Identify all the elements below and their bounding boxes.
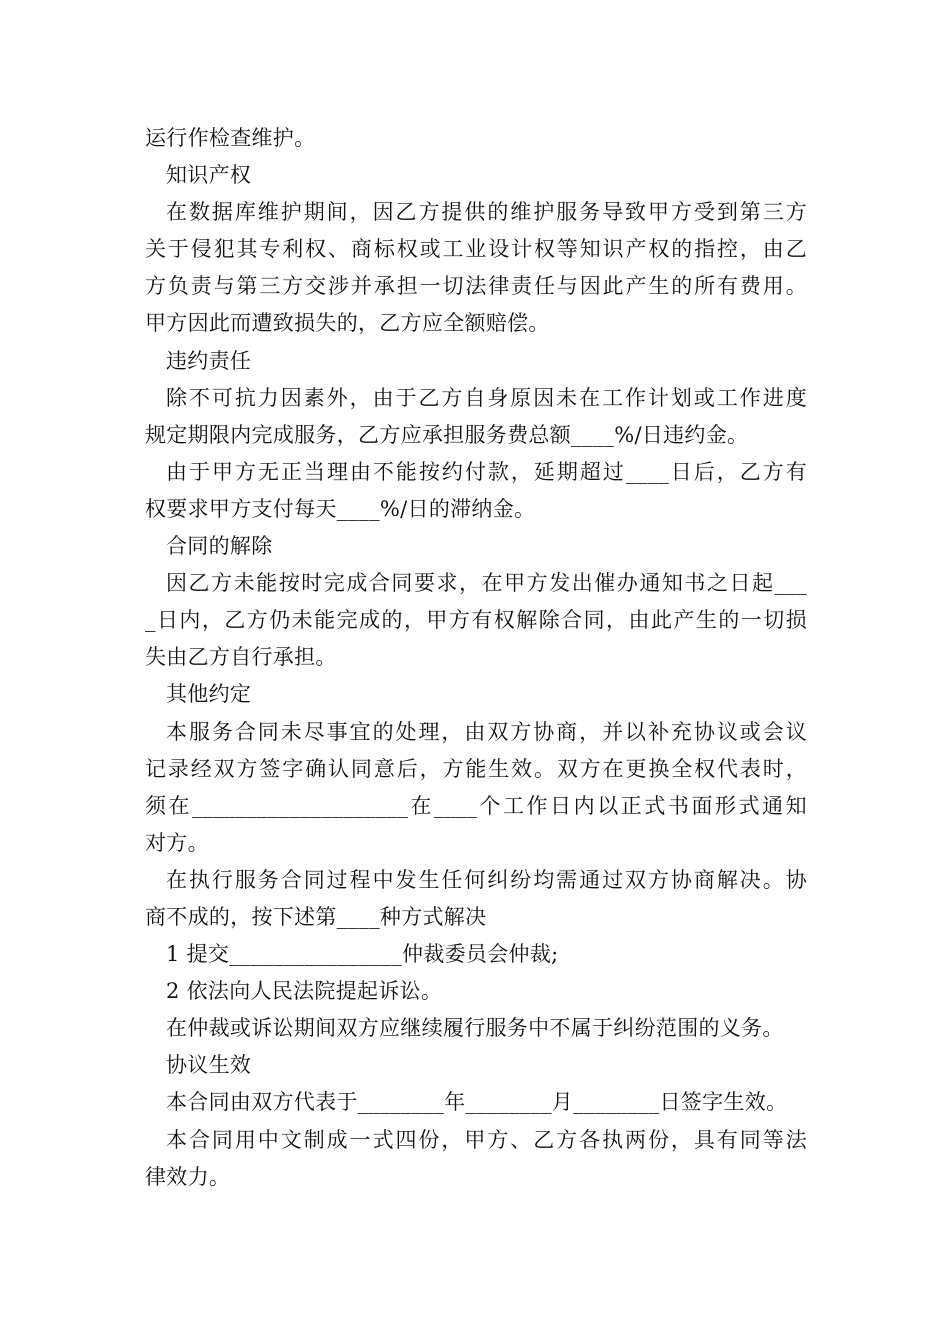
text-line: 运行作检查维护。 [145, 126, 316, 150]
text-line: 须在____________________在____个工作日内以正式书面形式通知 [145, 793, 807, 818]
text-line: 商不成的，按下述第____种方式解决 [145, 904, 487, 929]
text-line: 其他约定 [166, 682, 252, 707]
text-line: 记录经双方签字确认同意后，方能生效。双方在更换全权代表时， [145, 756, 807, 781]
text-line: 权要求甲方支付每天____%/日的滞纳金。 [145, 496, 536, 521]
text-line: 协议生效 [166, 1053, 252, 1078]
text-line: 规定期限内完成服务，乙方应承担服务费总额____%/日违约金。 [145, 422, 749, 447]
text-line: _日内，乙方仍未能完成的，甲方有权解除合同，由此产生的一切损 [145, 608, 807, 633]
text-line: 对方。 [145, 830, 209, 855]
text-line: 在执行服务合同过程中发生任何纠纷均需通过双方协商解决。协 [166, 867, 807, 892]
text-line: 本服务合同未尽事宜的处理，由双方协商，并以补充协议或会议 [166, 719, 807, 744]
text-line: 在数据库维护期间，因乙方提供的维护服务导致甲方受到第三方 [166, 200, 807, 225]
document-body [145, 120, 807, 1196]
text-line: 关于侵犯其专利权、商标权或工业设计权等知识产权的指控，由乙 [145, 237, 807, 262]
text-line: 违约责任 [166, 348, 252, 373]
text-line: 除不可抗力因素外，由于乙方自身原因未在工作计划或工作进度 [166, 385, 807, 410]
text-line: 律效力。 [145, 1164, 231, 1189]
text-line: 在仲裁或诉讼期间双方应继续履行服务中不属于纠纷范围的义务。 [166, 1016, 784, 1041]
text-line: 由于甲方无正当理由不能按约付款，延期超过____日后，乙方有 [166, 459, 807, 484]
text-line: 甲方因此而遭致损失的，乙方应全额赔偿。 [145, 311, 550, 336]
text-line: 本合同由双方代表于________年________月________日签字生效。 [166, 1090, 788, 1115]
text-line: 因乙方未能按时完成合同要求，在甲方发出催办通知书之日起___ [166, 571, 807, 596]
text-line: 失由乙方自行承担。 [145, 645, 337, 670]
text-line: 2 依法向人民法院提起诉讼。 [166, 979, 443, 1004]
text-line: 知识产权 [166, 163, 252, 188]
text-line: 本合同用中文制成一式四份，甲方、乙方各执两份，具有同等法 [166, 1127, 807, 1152]
text-line: 合同的解除 [166, 534, 273, 559]
text-line: 1 提交________________仲裁委员会仲裁; [166, 942, 559, 967]
text-line: 方负责与第三方交涉并承担一切法律责任与因此产生的所有费用。 [145, 274, 807, 299]
